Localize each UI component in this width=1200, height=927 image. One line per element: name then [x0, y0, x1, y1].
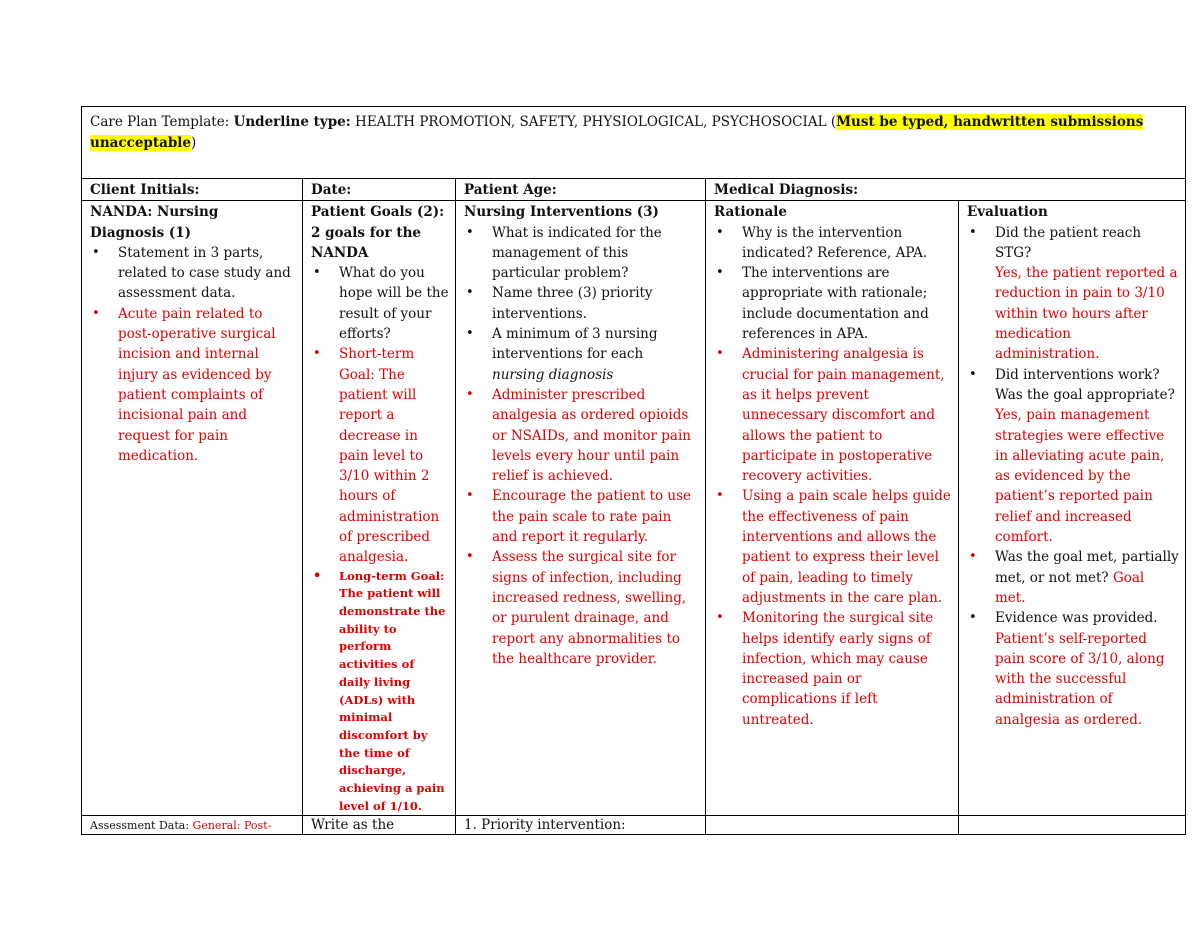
assessment-value: General: Post-: [192, 819, 272, 833]
list-item: • Why is the intervention indicated? Reference, APA.: [714, 223, 952, 264]
list-item: • Statement in 3 parts, related to case study and assessment data.: [90, 243, 296, 304]
patient-age-cell: Patient Age:: [456, 179, 706, 201]
goals-heading: Patient Goals (2): 2 goals for the NANDA: [311, 204, 445, 261]
list-item: • Encourage the patient to use the pain scale to rate pain and report it regularly.: [464, 486, 699, 547]
list-item: [464, 324, 699, 385]
eval-question: Did the patient reach STG?: [995, 224, 1142, 261]
list-item: • Administering analgesia is crucial for pain management, as it helps prevent unnecessary discomfort and allows the patient to participate in postoperative recovery activities.: [714, 344, 952, 486]
eval-answer: Yes, the patient reported a reduction in pain to 3/10 within two hours after medication administration.: [995, 265, 1178, 363]
eval-question: Did interventions work? Was the goal appropriate?: [995, 366, 1175, 403]
evaluation-list: [967, 223, 1179, 730]
list-item: • What do you hope will be the result of your efforts?: [311, 263, 449, 344]
nanda-heading: NANDA: Nursing Diagnosis (1): [90, 204, 219, 241]
eval-question: Was the goal met, partially met, or not met?: [995, 549, 1179, 586]
eval-answer: Yes, pain management strategies were effective in alleviating acute pain, as evidenced by the patient’s reported pain relief and increased comfort.: [995, 407, 1165, 546]
list-item: • Name three (3) priority interventions.: [464, 283, 699, 324]
title-close: ): [191, 135, 197, 151]
eval-answer: Goal met.: [995, 569, 1145, 606]
nanda-list: [90, 243, 296, 466]
write-as-text: Write as the: [311, 817, 395, 834]
title-row: [82, 107, 1186, 179]
content-row: [82, 201, 1186, 816]
goals-list: [311, 263, 449, 815]
footer-row: [82, 816, 1186, 835]
rationale-list: [714, 223, 952, 730]
rationale-heading: Rationale: [714, 204, 787, 221]
list-item: • The interventions are appropriate with rationale; include documentation and references in APA.: [714, 263, 952, 344]
header-row: [82, 179, 1186, 201]
list-item: • Acute pain related to post-operative surgical incision and internal injury as evidenced by patient complaints of incisional pain and request for pain medication.: [90, 304, 296, 466]
list-item-text: A minimum of 3 nursing interventions for each: [492, 326, 658, 363]
medical-diagnosis-cell: Medical Diagnosis:: [706, 179, 1186, 201]
priority-cell: [456, 816, 706, 835]
title-prefix: Care Plan Template:: [90, 114, 234, 130]
list-item: • Using a pain scale helps guide the effectiveness of pain interventions and allows the patient to express their level of pain, leading to timely adjustments in the care plan.: [714, 486, 952, 608]
date-cell: Date:: [303, 179, 456, 201]
list-item: • What is indicated for the management of this particular problem?: [464, 223, 699, 284]
list-item: • Assess the surgical site for signs of infection, including increased redness, swelling, or purulent drainage, and report any abnormalities to the healthcare provider.: [464, 547, 699, 669]
evaluation-heading: Evaluation: [967, 204, 1048, 221]
title-types: HEALTH PROMOTION, SAFETY, PHYSIOLOGICAL, PSYCHOSOCIAL (: [350, 114, 837, 130]
write-as-cell: [303, 816, 456, 835]
empty-cell: [706, 816, 959, 835]
list-item: • Long-term Goal: The patient will demonstrate the ability to perform activities of daily living (ADLs) with minimal discomfort by the time of discharge, achieving a pain level of 1/10.: [311, 568, 449, 816]
interventions-list: [464, 223, 699, 670]
care-plan-table: [81, 106, 1186, 835]
interventions-cell: [456, 201, 706, 816]
list-item: [967, 365, 1179, 548]
evaluation-cell: [959, 201, 1186, 816]
list-item: [967, 223, 1179, 365]
list-item: • Administer prescribed analgesia as ordered opioids or NSAIDs, and monitor pain levels every hour until pain relief is achieved.: [464, 385, 699, 486]
nanda-cell: [82, 201, 303, 816]
assessment-cell: [82, 816, 303, 835]
goals-cell: [303, 201, 456, 816]
rationale-cell: [706, 201, 959, 816]
eval-answer: Patient’s self-reported pain score of 3/10, along with the successful administration of analgesia as ordered.: [995, 630, 1165, 728]
assessment-label: Assessment Data:: [90, 819, 193, 833]
title-cell: [82, 107, 1186, 179]
list-item: • Short-term Goal: The patient will report a decrease in pain level to 3/10 within 2 hours of administration of prescribed analgesia.: [311, 344, 449, 567]
list-item: [967, 608, 1179, 730]
title-underline-label: Underline type:: [233, 114, 351, 130]
priority-text: 1. Priority intervention:: [464, 817, 626, 834]
list-item: • Monitoring the surgical site helps identify early signs of infection, which may cause increased pain or complications if left untreated.: [714, 608, 952, 730]
eval-question: Evidence was provided.: [995, 610, 1158, 627]
empty-cell: [959, 816, 1186, 835]
interventions-heading: Nursing Interventions (3): [464, 204, 659, 221]
list-item: [967, 547, 1179, 608]
list-item-italic: nursing diagnosis: [492, 366, 614, 383]
title-warning: Must be typed, handwritten submissions unacceptable: [90, 114, 1144, 151]
client-initials-cell: Client Initials:: [82, 179, 303, 201]
care-plan-page: [81, 106, 1185, 835]
